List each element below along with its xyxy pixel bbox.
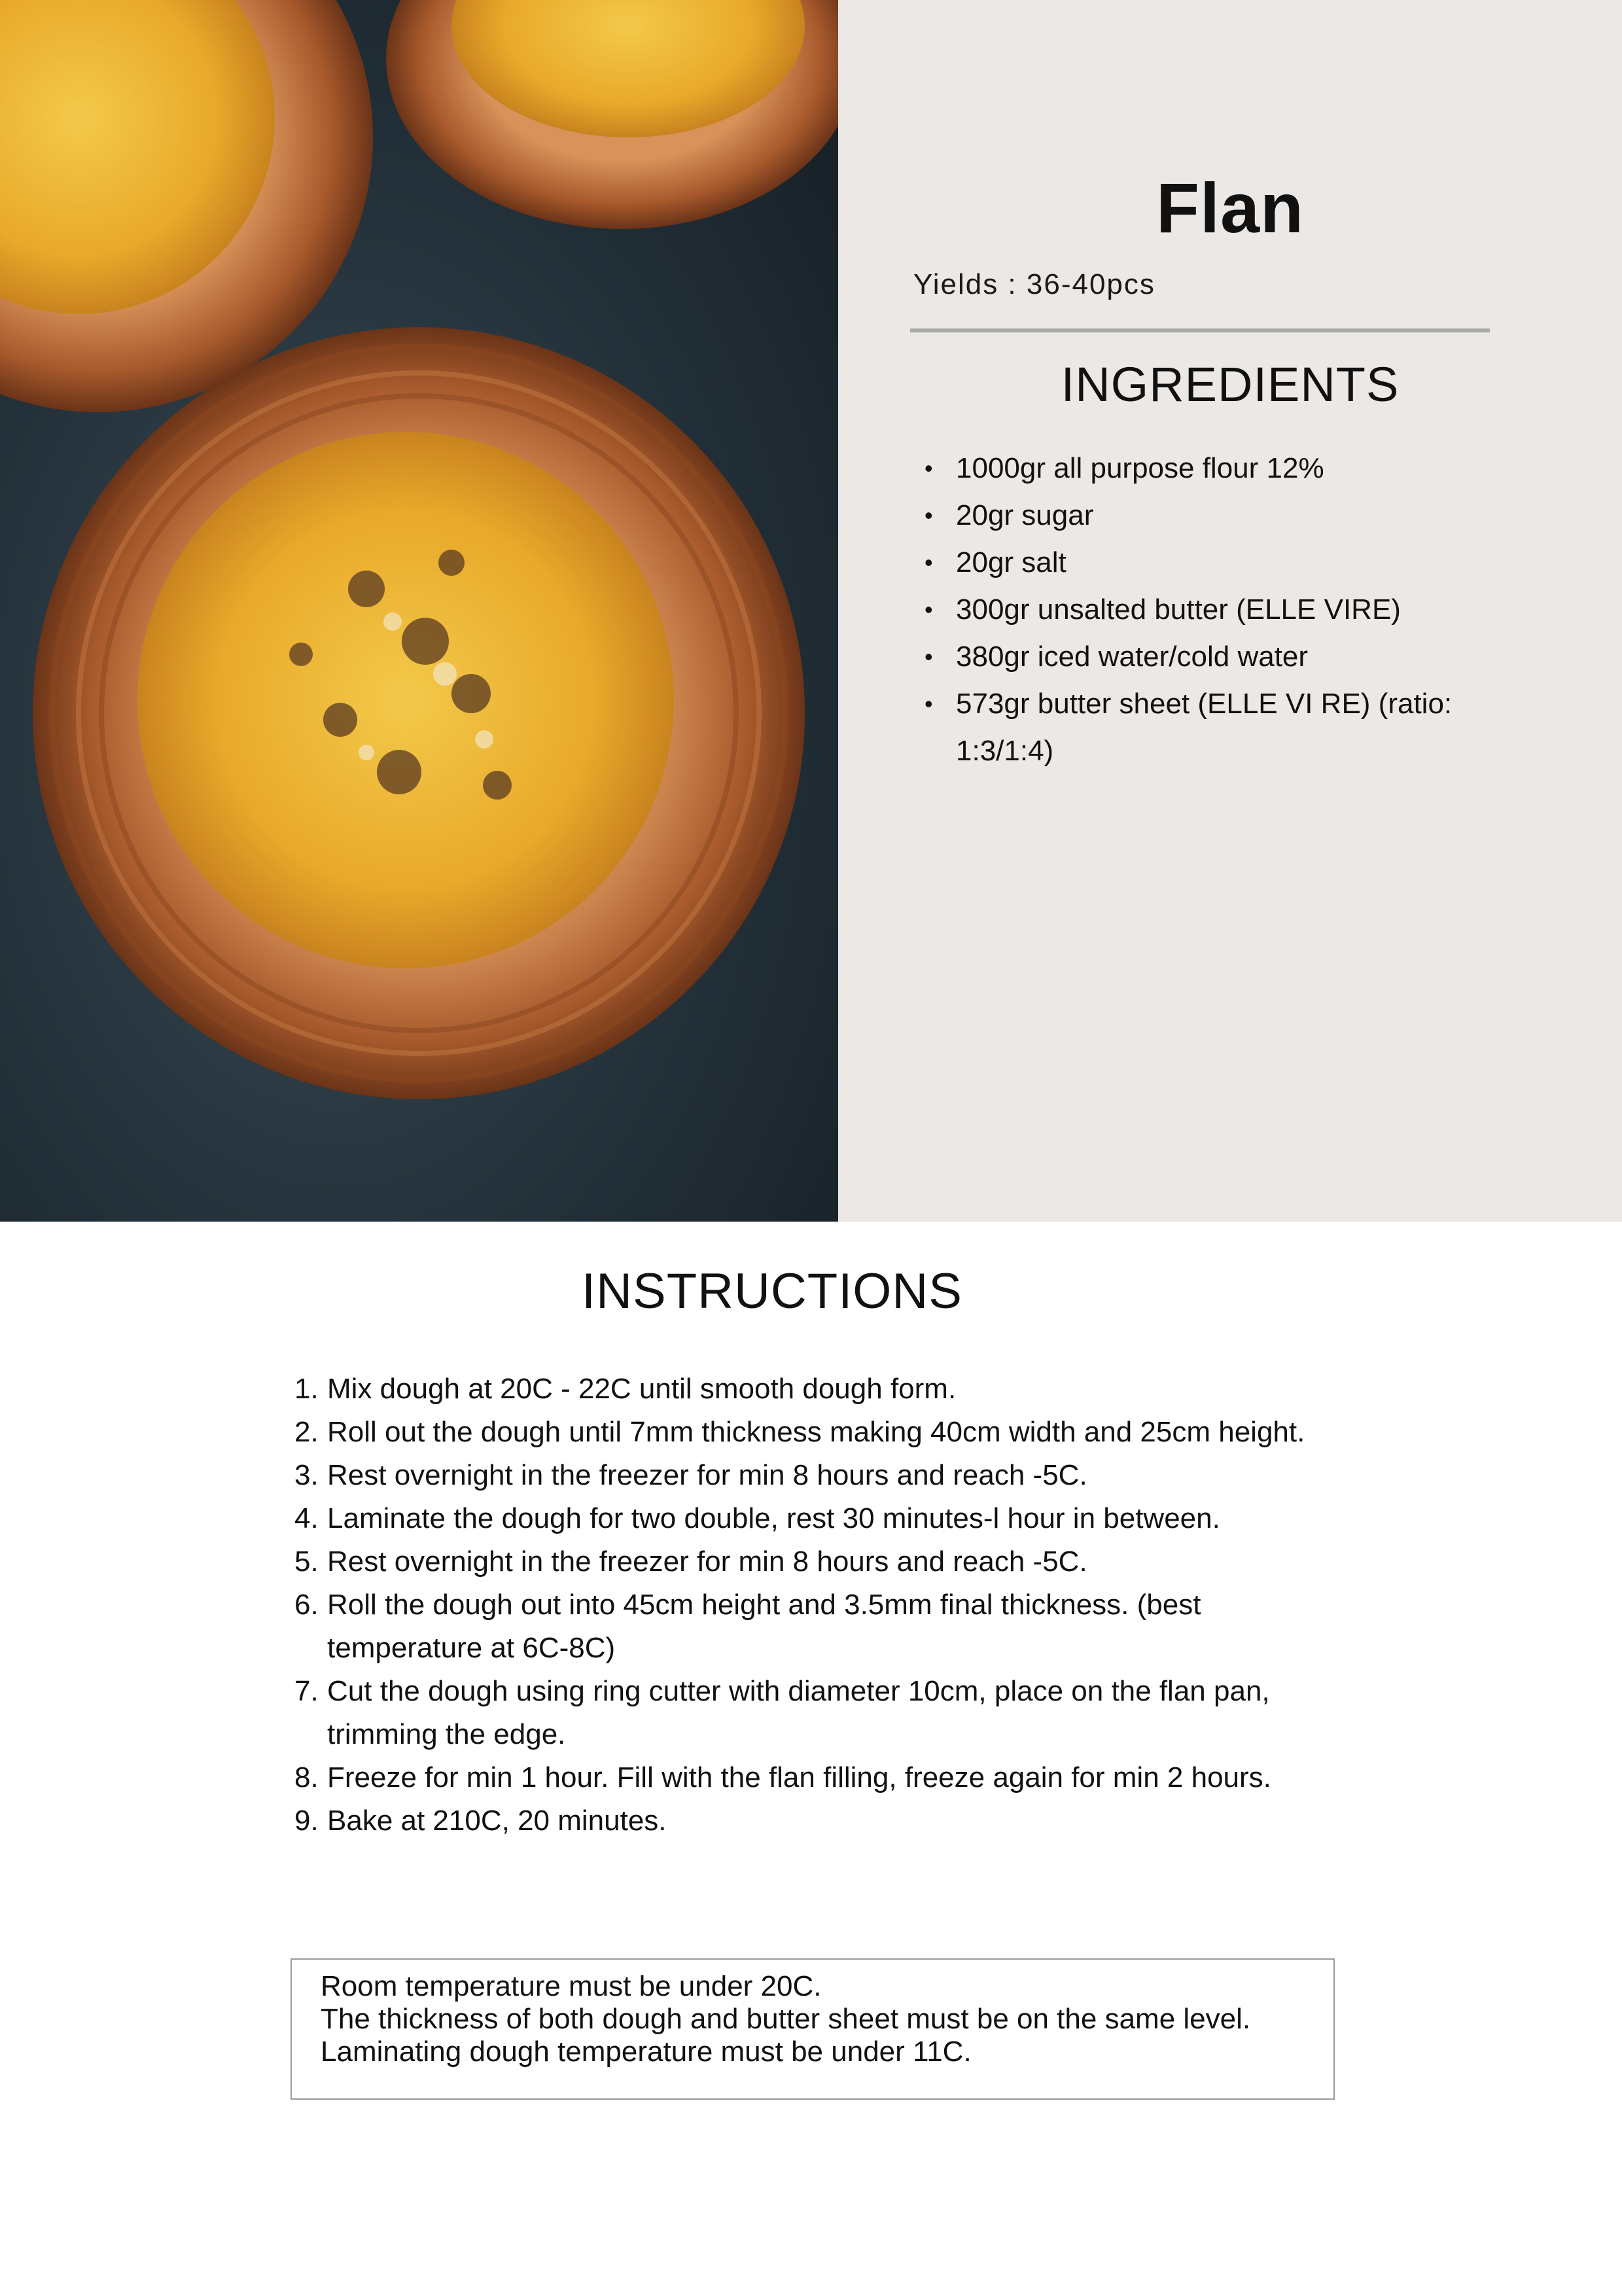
step-number: 9. bbox=[294, 1805, 319, 1837]
step-text: Roll the dough out into 45cm height and 3.5mm final thickness. (best temperature at 6C-8C) bbox=[327, 1589, 1201, 1664]
ingredient-item: • 300gr unsalted butter (ELLE VIRE) bbox=[917, 586, 1479, 633]
instruction-step bbox=[294, 1670, 1354, 1756]
ingredient-item: • 1000gr all purpose flour 12% bbox=[917, 445, 1479, 492]
ingredients-list bbox=[917, 445, 1479, 775]
instruction-step bbox=[294, 1756, 1354, 1799]
recipe-yields: Yields : 36-40pcs bbox=[913, 268, 1155, 300]
note-line: The thickness of both dough and butter sheet must be on the same level. bbox=[321, 2003, 1251, 2035]
step-number: 2. bbox=[294, 1416, 319, 1448]
instruction-step bbox=[294, 1799, 1354, 1843]
instruction-step bbox=[294, 1454, 1354, 1497]
notes-box bbox=[291, 1958, 1335, 2100]
ingredient-item: • 20gr salt bbox=[917, 539, 1479, 586]
step-number: 1. bbox=[294, 1373, 319, 1405]
recipe-title: Flan bbox=[1155, 168, 1304, 247]
step-number: 8. bbox=[294, 1761, 319, 1793]
step-number: 7. bbox=[294, 1675, 319, 1707]
flan-tart-photo bbox=[0, 0, 838, 1222]
divider bbox=[910, 328, 1490, 332]
ingredient-item: • 20gr sugar bbox=[917, 492, 1479, 539]
instruction-step bbox=[294, 1583, 1354, 1670]
instructions-list bbox=[294, 1368, 1354, 1843]
step-text: Bake at 210C, 20 minutes. bbox=[327, 1805, 667, 1837]
note-line: Room temperature must be under 20C. bbox=[321, 1970, 822, 2002]
step-number: 6. bbox=[294, 1589, 319, 1621]
ingredient-item: • 573gr butter sheet (ELLE VI RE) (ratio: 1:3/1:4) bbox=[917, 680, 1479, 775]
step-number: 4. bbox=[294, 1502, 319, 1534]
instruction-step bbox=[294, 1497, 1354, 1540]
note-line: Laminating dough temperature must be under 11C. bbox=[321, 2036, 972, 2068]
ingredients-heading: INGREDIENTS bbox=[1061, 357, 1400, 412]
flan-tart-illustration bbox=[0, 0, 838, 1222]
instruction-step bbox=[294, 1368, 1354, 1411]
instructions-heading: INSTRUCTIONS bbox=[582, 1263, 962, 1319]
instruction-step bbox=[294, 1411, 1354, 1454]
step-text: Freeze for min 1 hour. Fill with the flan filling, freeze again for min 2 hours. bbox=[327, 1761, 1271, 1793]
step-text: Rest overnight in the freezer for min 8 hours and reach -5C. bbox=[327, 1545, 1087, 1578]
ingredient-item: • 380gr iced water/cold water bbox=[917, 633, 1479, 680]
step-number: 5. bbox=[294, 1545, 319, 1578]
instruction-step bbox=[294, 1540, 1354, 1583]
step-number: 3. bbox=[294, 1459, 319, 1491]
step-text: Laminate the dough for two double, rest 30 minutes-l hour in between. bbox=[327, 1502, 1220, 1534]
step-text: Roll out the dough until 7mm thickness making 40cm width and 25cm height. bbox=[327, 1416, 1305, 1448]
step-text: Mix dough at 20C - 22C until smooth dough form. bbox=[327, 1373, 957, 1405]
step-text: Rest overnight in the freezer for min 8 hours and reach -5C. bbox=[327, 1459, 1087, 1491]
step-text: Cut the dough using ring cutter with diameter 10cm, place on the flan pan, trimming the edge. bbox=[327, 1675, 1270, 1750]
